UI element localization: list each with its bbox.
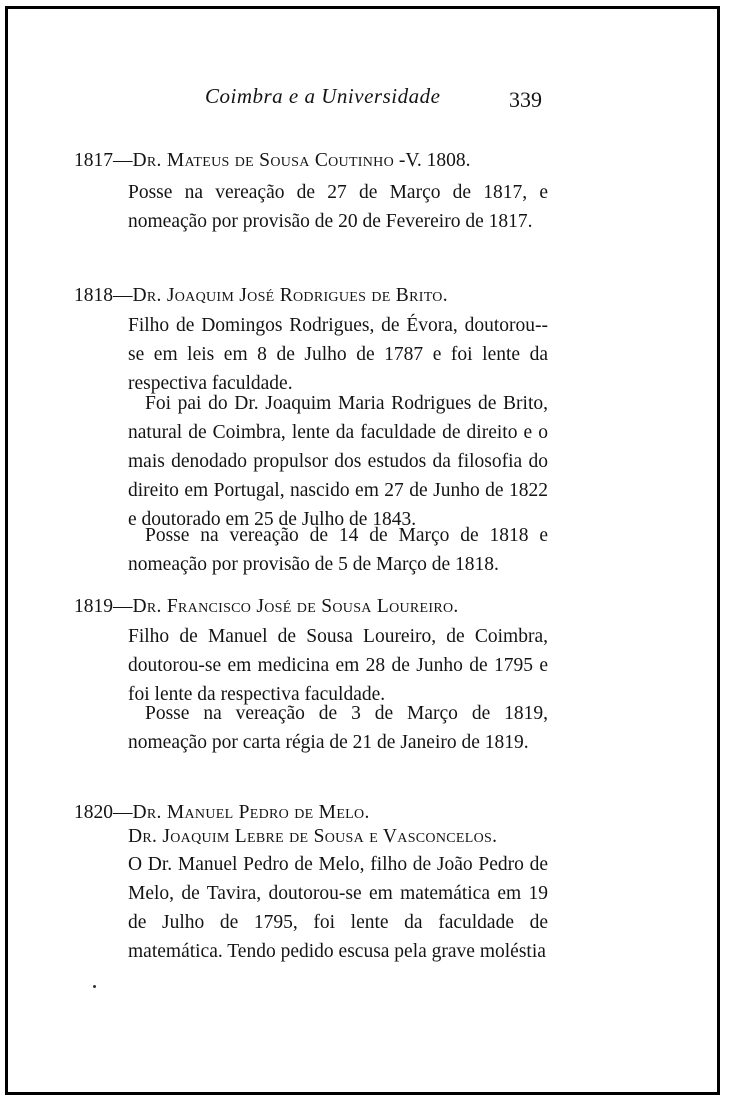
entry-year: 1819— — [74, 596, 133, 617]
paragraph: Posse na vereação de 3 de Março de 1819, nomeação por carta régia de 21 de Janeiro de 1819. — [128, 703, 548, 753]
paragraph: Filho de Manuel de Sousa Loureiro, de Coimbra, doutorou-se em medicina em 28 de Junho de 1795 e foi lente da respectiva faculdade. — [128, 626, 548, 705]
entry-heading — [74, 802, 370, 824]
entry-heading — [74, 150, 471, 172]
entry-title: Dr. Joaquim José Rodrigues de Brito. — [132, 285, 448, 306]
page-header — [0, 84, 729, 114]
entry-heading — [74, 285, 448, 307]
entry-title: Dr. Mateus de Sousa Coutinho — [132, 150, 394, 171]
print-speck — [93, 985, 96, 988]
paragraph: Foi pai do Dr. Joaquim Maria Rodrigues de Brito, natural de Coimbra, lente da faculdade de direito e o mais denodado propulsor dos estudos da filosofia do direito em Portugal, nascido em 27 de Junho de 1822 e doutorado em 25 de Julho de 1843. — [128, 393, 548, 530]
entry-year: 1817— — [74, 150, 133, 171]
entry-second-title: Dr. Joaquim Lebre de Sousa e Vasconcelos. — [128, 826, 498, 847]
entry-year: 1820— — [74, 802, 133, 823]
paragraph: Filho de Domingos Rodrigues, de Évora, doutorou--se em leis em 8 de Julho de 1787 e foi lente da respectiva faculdade. — [128, 315, 548, 394]
entry-title: Dr. Manuel Pedro de Melo. — [132, 802, 370, 823]
entry-title: Dr. Francisco José de Sousa Loureiro. — [132, 596, 459, 617]
entry-heading — [74, 596, 459, 618]
running-title: Coimbra e a Universidade — [205, 84, 441, 108]
paragraph: Posse na vereação de 14 de Março de 1818 e nomeação por provisão de 5 de Março de 1818. — [128, 525, 548, 575]
entry-year: 1818— — [74, 285, 133, 306]
page-number: 339 — [509, 87, 542, 112]
paragraph: O Dr. Manuel Pedro de Melo, filho de João Pedro de Melo, de Tavira, doutorou-se em matemática em 19 de Julho de 1795, foi lente da faculdade de matemática. Tendo pedido escusa pela grave moléstia — [128, 854, 548, 962]
entry-suffix: -V. 1808. — [394, 150, 471, 171]
paragraph: Posse na vereação de 27 de Março de 1817, e nomeação por provisão de 20 de Fevereiro de 1817. — [128, 182, 548, 232]
